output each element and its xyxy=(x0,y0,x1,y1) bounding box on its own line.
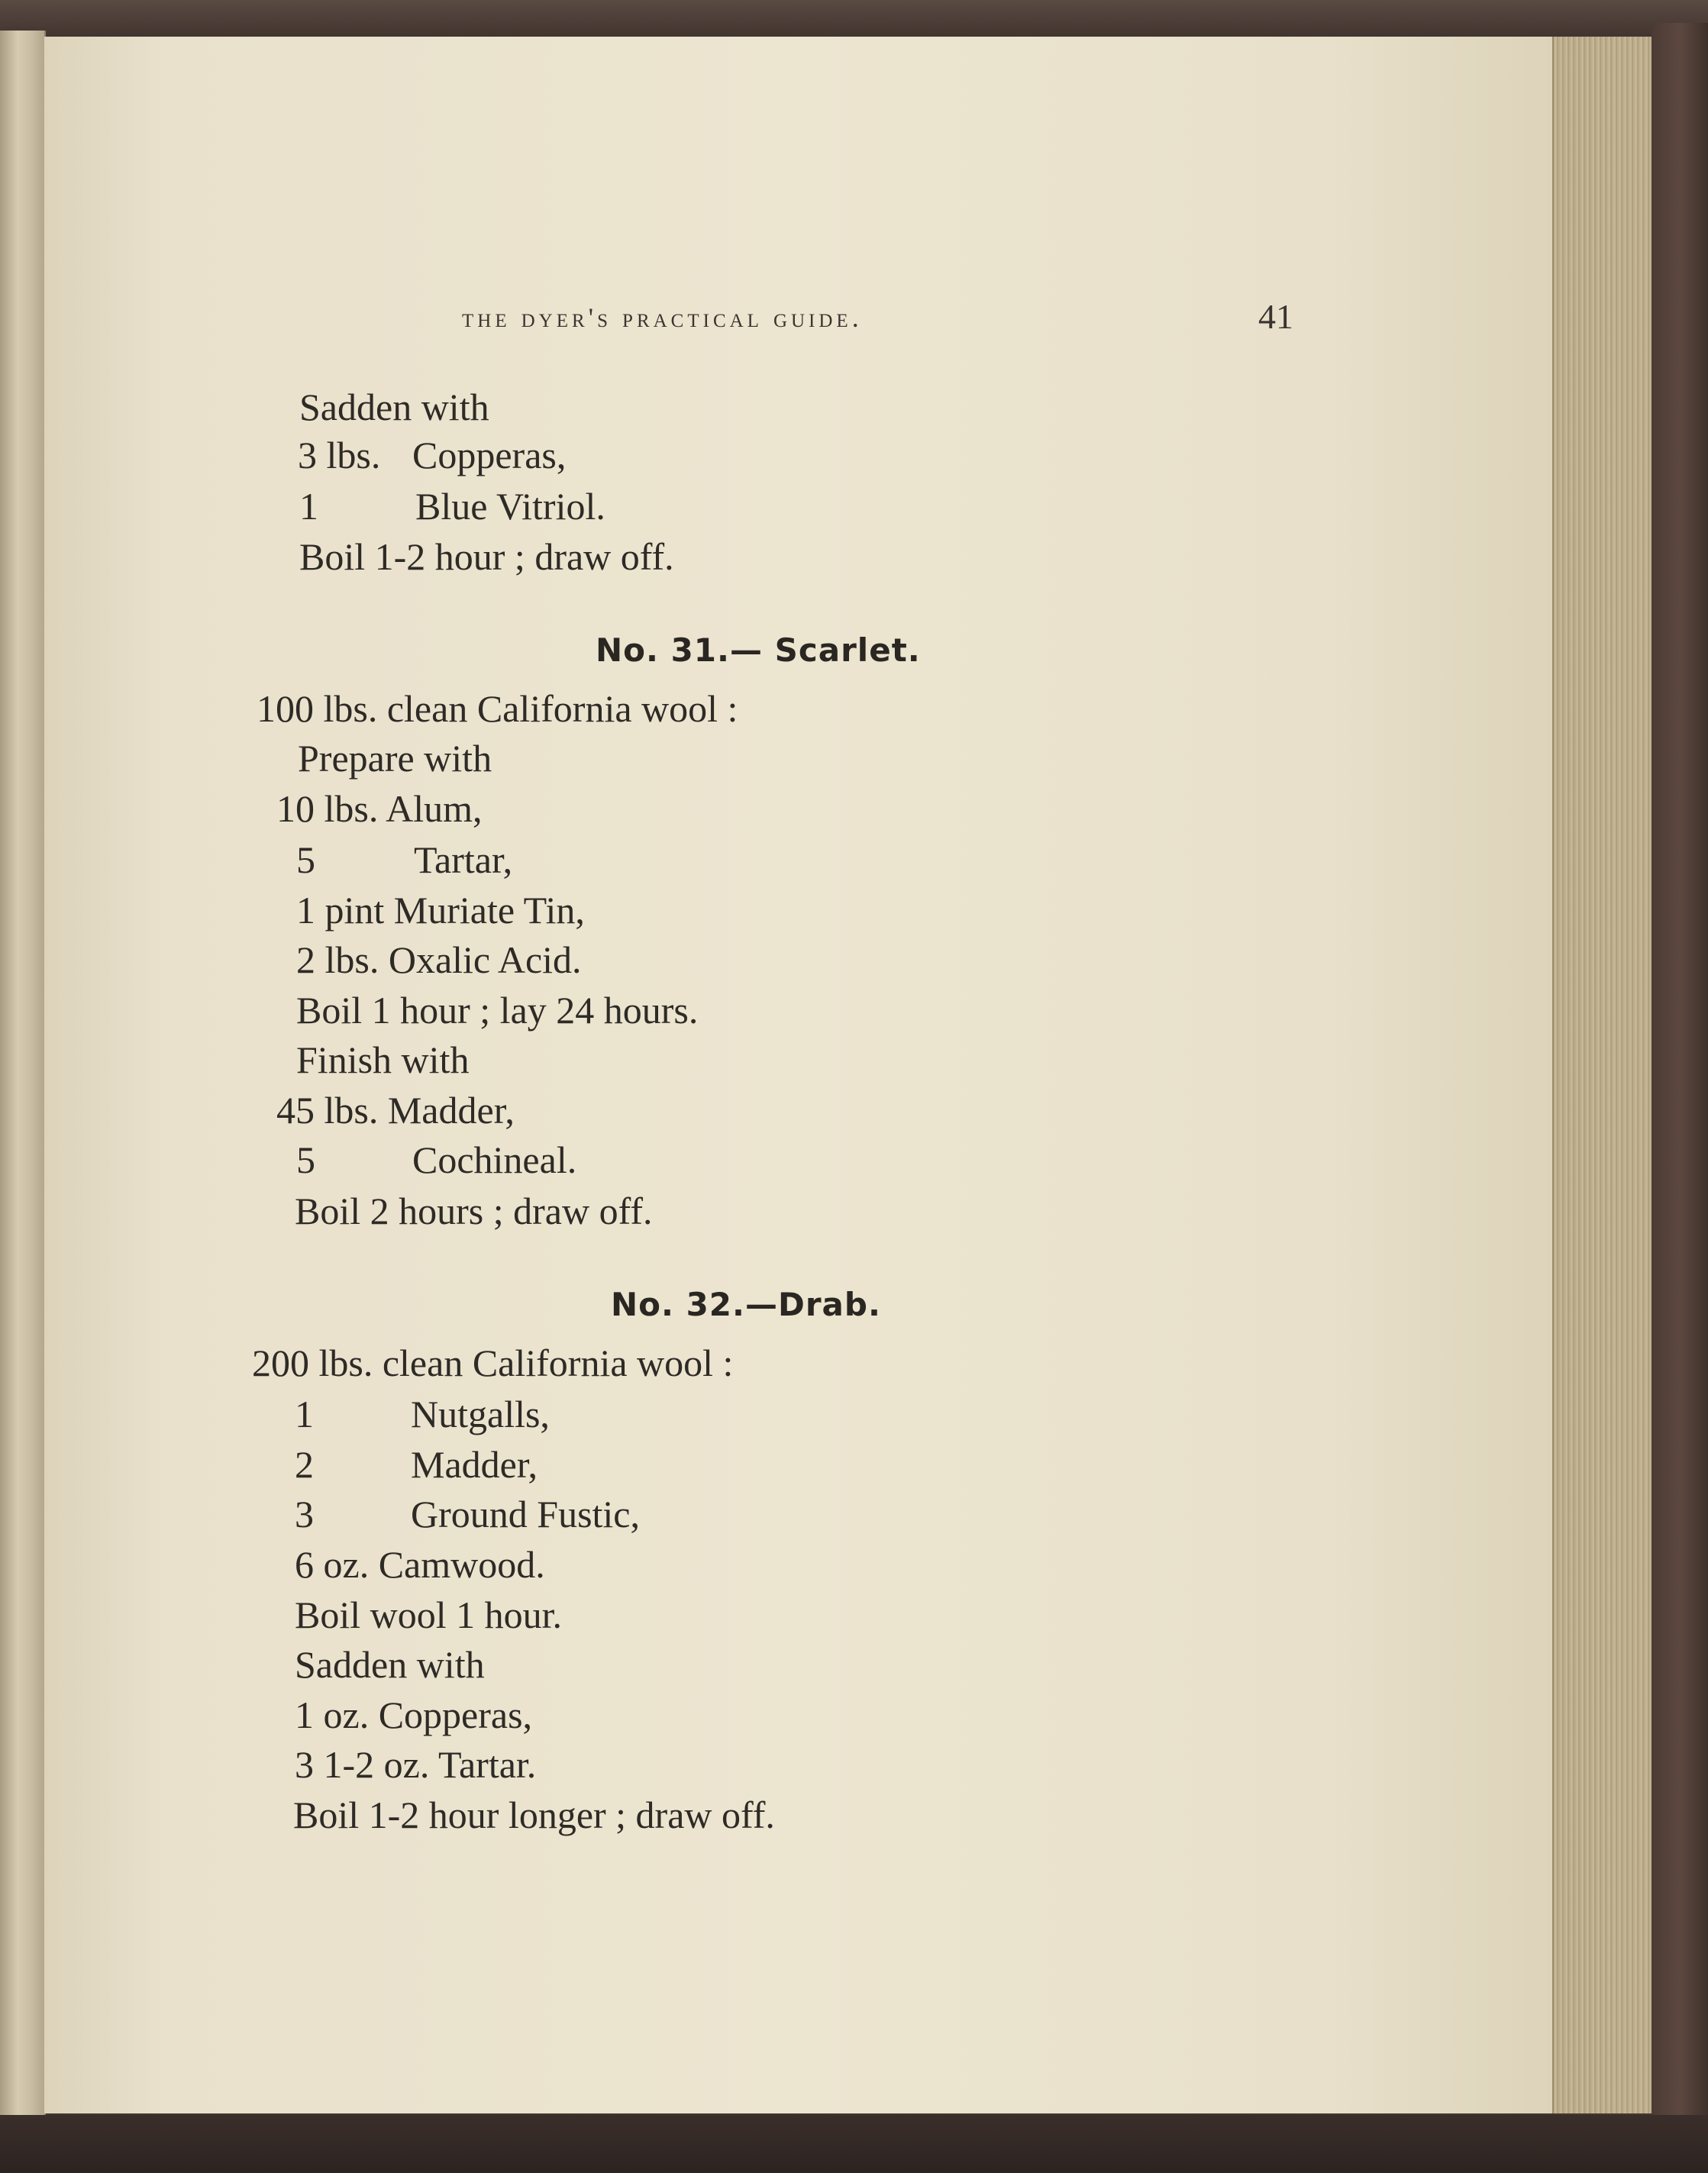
recipe-line: 6 oz. Camwood. xyxy=(295,1543,545,1586)
recipe-line: Boil wool 1 hour. xyxy=(295,1593,563,1636)
recipe-line: Madder, xyxy=(411,1443,538,1486)
recipe-line: Boil 1-2 hour longer ; draw off. xyxy=(293,1794,775,1836)
intro-line: Copperas, xyxy=(412,434,567,476)
recipe-line: 45 lbs. Madder, xyxy=(276,1089,515,1132)
intro-line-qty: 1 xyxy=(299,485,318,528)
recipe-line-qty: 5 xyxy=(296,838,315,881)
intro-line-qty: 3 lbs. xyxy=(298,434,381,476)
recipe-line: Boil 2 hours ; draw off. xyxy=(295,1190,653,1232)
intro-line: Boil 1-2 hour ; draw off. xyxy=(299,535,674,578)
recipe-heading: No. 32.—Drab. xyxy=(611,1286,881,1323)
recipe-line: 2 lbs. Oxalic Acid. xyxy=(296,938,582,981)
recipe-line: 1 oz. Copperas, xyxy=(295,1694,533,1736)
recipe-line: 200 lbs. clean California wool : xyxy=(252,1342,734,1384)
recipe-line: Prepare with xyxy=(298,737,492,780)
intro-line: Blue Vitriol. xyxy=(415,485,605,528)
page-number: 41 xyxy=(1258,297,1293,336)
recipe-line: Finish with xyxy=(296,1038,470,1081)
recipe-line: Sadden with xyxy=(295,1643,485,1686)
recipe-line: 100 lbs. clean California wool : xyxy=(257,687,738,730)
recipe-line-qty: 5 xyxy=(296,1138,315,1181)
recipe-line: Nutgalls, xyxy=(411,1393,550,1435)
recipe-line: 10 lbs. Alum, xyxy=(276,787,483,830)
recipe-line-qty: 1 xyxy=(295,1393,314,1435)
recipe-line: Cochineal. xyxy=(412,1138,577,1181)
recipe-line-qty: 2 xyxy=(295,1443,314,1486)
recipe-line: Boil 1 hour ; lay 24 hours. xyxy=(296,989,699,1032)
recipe-line: 3 1-2 oz. Tartar. xyxy=(295,1743,537,1786)
running-title: the dyer's practical guide. xyxy=(462,302,863,333)
intro-line: Sadden with xyxy=(299,386,489,428)
recipe-line: 1 pint Muriate Tin, xyxy=(296,889,585,932)
recipe-line-qty: 3 xyxy=(295,1493,314,1535)
recipe-line: Ground Fustic, xyxy=(411,1493,640,1535)
recipe-line: Tartar, xyxy=(414,838,513,881)
recipe-heading: No. 31.— Scarlet. xyxy=(596,631,921,669)
